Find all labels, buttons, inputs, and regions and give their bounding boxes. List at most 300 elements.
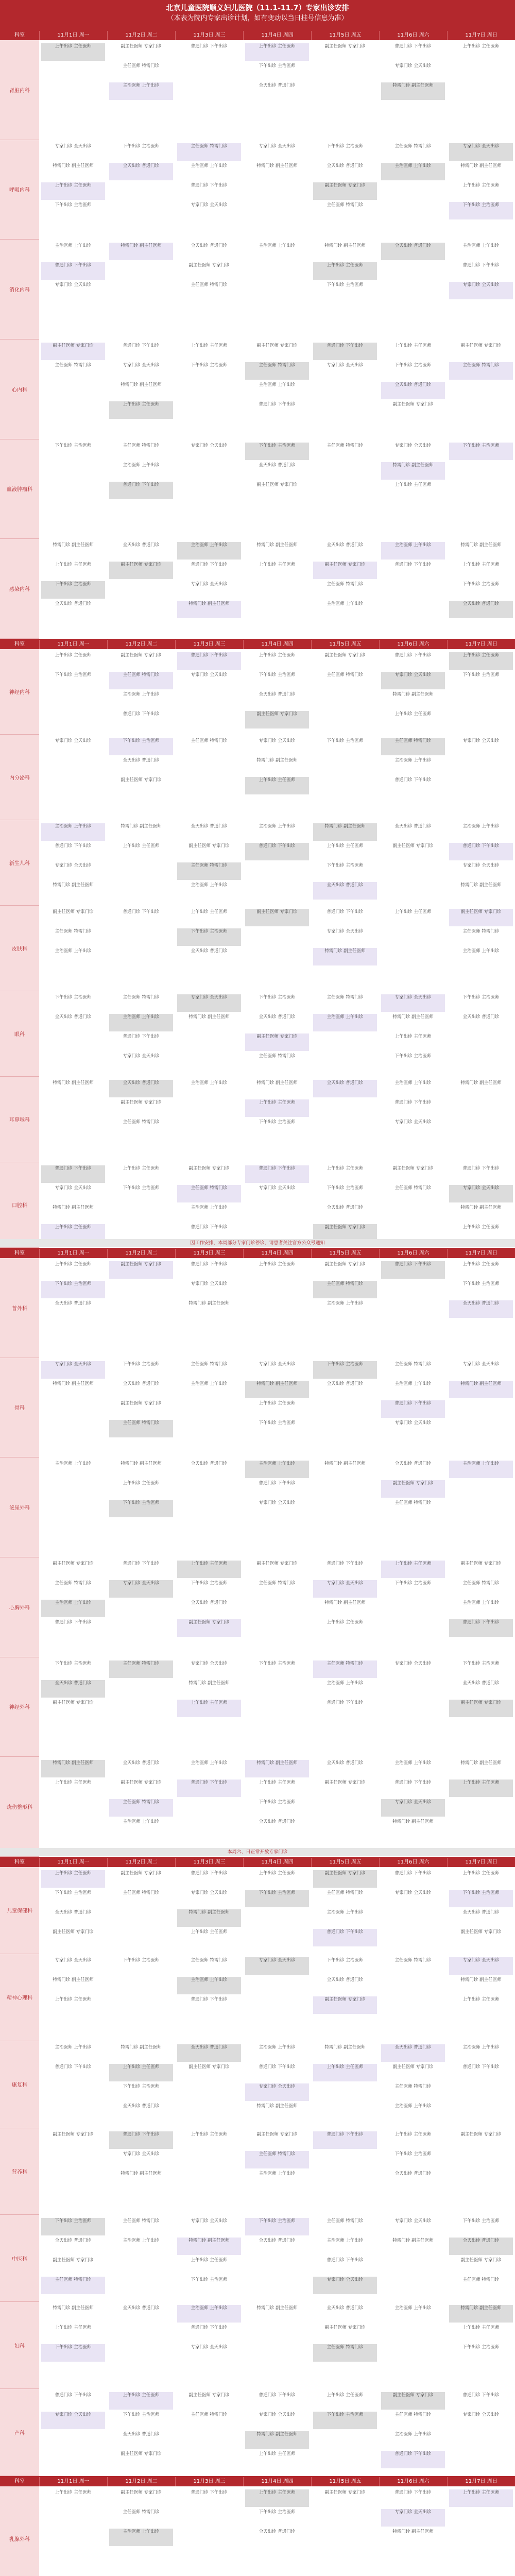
schedule-entry: 全天出诊 普通门诊 (449, 1300, 513, 1318)
schedule-entry: 上午出诊 主任医师 (462, 182, 500, 188)
schedule-entry: 上午出诊 主任医师 (313, 262, 377, 280)
schedule-entry: 副主任医师 专家门诊 (256, 343, 298, 348)
schedule-entry: 全天出诊 普通门诊 (462, 1680, 500, 1686)
schedule-entry: 普通门诊 下午出诊 (462, 263, 500, 268)
schedule-entry: 副主任医师 专家门诊 (188, 843, 230, 849)
schedule-entry: 上午出诊 主任医师 (109, 401, 173, 419)
schedule-entry: 全天出诊 普通门诊 (191, 824, 228, 829)
schedule-entry: 副主任医师 专家门诊 (188, 2393, 230, 2398)
schedule-entry: 特需门诊 副主任医师 (392, 692, 434, 697)
day-header: 11月4日 周四 (243, 2477, 311, 2486)
schedule-entry: 全天出诊 普通门诊 (259, 2238, 296, 2244)
page-subtitle: （本表为院内专家出诊计划，如有变动以当日挂号信息为准） (167, 14, 348, 22)
schedule-entry: 普通门诊 下午出诊 (259, 402, 296, 407)
schedule-entry: 副主任医师 专家门诊 (121, 653, 162, 658)
day-header: 11月1日 周一 (39, 2477, 107, 2486)
schedule-entry: 专家门诊 全天出诊 (191, 672, 228, 677)
day-header: 11月6日 周六 (379, 2477, 447, 2486)
schedule-entry: 普通门诊 下午出诊 (394, 1100, 432, 1105)
schedule-entry: 特需门诊 副主任医师 (460, 1760, 502, 1766)
schedule-entry: 专家门诊 全天出诊 (449, 143, 513, 161)
day-header: 11月7日 周日 (447, 640, 515, 649)
schedule-entry: 上午出诊 主任医师 (109, 2392, 173, 2410)
schedule-entry: 上午出诊 主任医师 (313, 2064, 377, 2081)
schedule-entry: 副主任医师 专家门诊 (121, 44, 162, 49)
schedule-entry: 主任医师 特需门诊 (394, 1957, 432, 1963)
day-header: 11月5日 周五 (311, 640, 379, 649)
schedule-entry: 普通门诊 下午出诊 (381, 2451, 445, 2468)
schedule-entry: 副主任医师 专家门诊 (392, 1166, 434, 1171)
schedule-entry: 全天出诊 普通门诊 (462, 1014, 500, 1020)
day-header: 科室 (14, 641, 25, 647)
schedule-entry: 上午出诊 主任医师 (259, 1400, 296, 1406)
schedule-entry: 全天出诊 普通门诊 (191, 243, 228, 249)
schedule-entry: 专家门诊 全天出诊 (55, 863, 92, 868)
schedule-entry: 专家门诊 全天出诊 (123, 2151, 160, 2157)
schedule-entry: 下午出诊 主治医师 (123, 1185, 160, 1191)
schedule-entry: 上午出诊 主任医师 (259, 1871, 296, 1876)
schedule-entry: 专家门诊 全天出诊 (394, 1660, 432, 1666)
schedule-entry: 上午出诊 主任医师 (259, 1780, 296, 1786)
schedule-entry: 下午出诊 主治医师 (259, 1420, 296, 1426)
schedule-entry: 主治医师 上午出诊 (327, 1910, 364, 1915)
schedule-entry: 副主任医师 专家门诊 (381, 2392, 445, 2410)
schedule-entry: 副主任医师 专家门诊 (53, 1561, 94, 1566)
schedule-entry: 副主任医师 专家门诊 (324, 653, 366, 658)
schedule-entry: 普通门诊 下午出诊 (191, 1225, 228, 1230)
schedule-entry: 普通门诊 下午出诊 (55, 843, 92, 849)
schedule-entry: 普通门诊 下午出诊 (191, 1996, 228, 2002)
schedule-entry: 下午出诊 主治医师 (259, 2510, 296, 2515)
schedule-entry: 特需门诊 副主任医师 (256, 2306, 298, 2311)
schedule-entry: 主治医师 上午出诊 (41, 823, 105, 841)
schedule-entry: 上午出诊 主任医师 (327, 843, 364, 849)
day-header: 11月5日 周五 (311, 2477, 379, 2486)
day-header: 11月1日 周一 (39, 640, 107, 649)
schedule-entry: 下午出诊 主治医师 (449, 443, 513, 460)
schedule-entry: 主治医师 上午出诊 (109, 2529, 173, 2546)
schedule-entry: 专家门诊 全天出诊 (449, 1957, 513, 1975)
schedule-entry: 普通门诊 下午出诊 (327, 1561, 364, 1566)
schedule-entry: 特需门诊 副主任医师 (53, 1080, 94, 1086)
schedule-entry: 主任医师 特需门诊 (394, 143, 432, 149)
schedule-entry: 特需门诊 副主任医师 (245, 1381, 309, 1398)
department-label: 口腔科 (0, 1162, 39, 1248)
schedule-entry: 主任医师 特需门诊 (259, 1581, 296, 1586)
schedule-entry: 主任医师 特需门诊 (449, 362, 513, 380)
schedule-entry: 主任医师 特需门诊 (123, 443, 160, 448)
schedule-entry: 上午出诊 主任医师 (462, 44, 500, 49)
day-header: 11月4日 周四 (243, 640, 311, 649)
schedule-entry: 普通门诊 下午出诊 (462, 2393, 500, 2398)
schedule-entry: 专家门诊 全天出诊 (191, 2218, 228, 2224)
day-header: 11月4日 周四 (243, 1249, 311, 1258)
day-header: 11月4日 周四 (243, 1858, 311, 1867)
schedule-entry: 全天出诊 普通门诊 (259, 1819, 296, 1825)
schedule-entry: 主任医师 特需门诊 (245, 2151, 309, 2168)
schedule-entry: 主任医师 特需门诊 (123, 2510, 160, 2515)
schedule-entry: 特需门诊 副主任医师 (392, 1014, 434, 1020)
schedule-entry: 上午出诊 主任医师 (394, 909, 432, 914)
department-label: 营养科 (0, 2128, 39, 2215)
schedule-entry: 上午出诊 主任医师 (55, 2325, 92, 2331)
schedule-entry: 全天出诊 普通门诊 (123, 2432, 160, 2437)
department-label: 产科 (0, 2389, 39, 2476)
schedule-entry: 上午出诊 主任医师 (259, 2451, 296, 2457)
schedule-entry: 普通门诊 下午出诊 (191, 2490, 228, 2495)
schedule-entry: 普通门诊 下午出诊 (191, 182, 228, 188)
schedule-entry: 主任医师 特需门诊 (394, 2412, 432, 2418)
schedule-entry: 主任医师 特需门诊 (55, 1581, 92, 1586)
schedule-entry: 上午出诊 主任医师 (394, 343, 432, 348)
department-label: 肾脏内科 (0, 40, 39, 140)
schedule-entry: 副主任医师 专家门诊 (324, 2490, 366, 2495)
department-label: 心内科 (0, 340, 39, 439)
schedule-entry: 特需门诊 副主任医师 (313, 823, 377, 841)
department-label: 眼科 (0, 991, 39, 1077)
schedule-entry: 全天出诊 普通门诊 (123, 2103, 160, 2109)
schedule-entry: 专家门诊 全天出诊 (381, 672, 445, 689)
schedule-entry: 特需门诊 副主任医师 (109, 243, 173, 260)
schedule-entry: 副主任医师 专家门诊 (381, 1480, 445, 1498)
day-header: 11月7日 周日 (447, 31, 515, 40)
schedule-entry: 上午出诊 主任医师 (327, 1620, 364, 1625)
schedule-entry: 上午出诊 主任医师 (55, 653, 92, 658)
schedule-entry: 副主任医师 专家门诊 (121, 1871, 162, 1876)
schedule-entry: 主治医师 上午出诊 (327, 2238, 364, 2244)
schedule-entry: 专家门诊 全天出诊 (259, 143, 296, 149)
schedule-entry: 主治医师 上午出诊 (259, 2044, 296, 2050)
schedule-entry: 专家门诊 全天出诊 (259, 2412, 296, 2418)
schedule-entry: 副主任医师 专家门诊 (177, 1619, 241, 1637)
schedule-entry: 下午出诊 主治医师 (259, 1120, 296, 1125)
schedule-entry: 副主任医师 专家门诊 (245, 1033, 309, 1051)
schedule-entry: 上午出诊 主任医师 (259, 1262, 296, 1267)
schedule-entry: 普通门诊 下午出诊 (394, 2490, 432, 2495)
schedule-entry: 全天出诊 普通门诊 (327, 1381, 364, 1386)
schedule-entry: 下午出诊 主治医师 (394, 1054, 432, 1059)
schedule-entry: 专家门诊 全天出诊 (394, 2218, 432, 2224)
schedule-entry: 主任医师 特需门诊 (123, 63, 160, 69)
schedule-entry: 上午出诊 主任医师 (55, 1262, 92, 1267)
schedule-entry: 副主任医师 专家门诊 (460, 1561, 502, 1566)
schedule-entry: 主治医师 上午出诊 (191, 163, 228, 168)
schedule-entry: 普通门诊 下午出诊 (245, 1165, 309, 1183)
schedule-entry: 普通门诊 下午出诊 (381, 1400, 445, 1418)
schedule-entry: 普通门诊 下午出诊 (55, 2064, 92, 2070)
schedule-entry: 普通门诊 下午出诊 (41, 262, 105, 280)
schedule-entry: 下午出诊 主治医师 (109, 738, 173, 755)
day-header: 科室 (14, 32, 25, 38)
schedule-entry: 下午出诊 主治医师 (462, 1660, 500, 1666)
schedule-entry: 普通门诊 下午出诊 (327, 2258, 364, 2263)
schedule-entry: 专家门诊 全天出诊 (191, 202, 228, 208)
schedule-entry: 主任医师 特需门诊 (55, 363, 92, 368)
schedule-entry: 主任医师 特需门诊 (191, 282, 228, 288)
day-header: 11月7日 周日 (447, 2477, 515, 2486)
schedule-entry: 普通门诊 下午出诊 (462, 1166, 500, 1171)
day-header-row (0, 1858, 515, 1867)
schedule-entry: 主治医师 上午出诊 (109, 1014, 173, 1031)
schedule-entry: 专家门诊 全天出诊 (191, 582, 228, 587)
schedule-entry: 主治医师 上午出诊 (394, 1080, 432, 1086)
schedule-entry: 上午出诊 主任医师 (55, 562, 92, 568)
schedule-entry: 特需门诊 副主任医师 (460, 543, 502, 548)
schedule-entry: 下午出诊 主治医师 (55, 1890, 92, 1895)
schedule-entry: 下午出诊 主治医师 (123, 1361, 160, 1367)
schedule-entry: 专家门诊 全天出诊 (191, 1890, 228, 1895)
schedule-entry: 上午出诊 主任医师 (55, 2490, 92, 2495)
schedule-entry: 全天出诊 普通门诊 (109, 163, 173, 180)
schedule-entry: 全天出诊 普通门诊 (123, 1381, 160, 1386)
schedule-entry: 主治医师 上午出诊 (259, 243, 296, 249)
schedule-entry: 副主任医师 专家门诊 (53, 909, 94, 914)
schedule-entry: 普通门诊 下午出诊 (55, 1620, 92, 1625)
schedule-entry: 主任医师 特需门诊 (462, 2277, 500, 2283)
day-header: 11月2日 周二 (107, 2477, 175, 2486)
schedule-entry: 主任医师 特需门诊 (327, 582, 364, 587)
schedule-entry: 上午出诊 主任医师 (449, 2489, 513, 2507)
schedule-entry: 下午出诊 主治医师 (462, 995, 500, 1000)
schedule-entry: 上午出诊 主任医师 (462, 562, 500, 568)
schedule-entry: 副主任医师 专家门诊 (313, 1996, 377, 2014)
schedule-entry: 特需门诊 副主任医师 (53, 2306, 94, 2311)
schedule-entry: 下午出诊 主治医师 (191, 363, 228, 368)
department-label: 普外科 (0, 1258, 39, 1358)
schedule-entry: 主任医师 特需门诊 (123, 1890, 160, 1895)
schedule-entry: 主治医师 上午出诊 (462, 948, 500, 954)
schedule-entry: 上午出诊 主任医师 (259, 562, 296, 568)
schedule-entry: 专家门诊 全天出诊 (259, 1185, 296, 1191)
schedule-entry: 普通门诊 下午出诊 (449, 1619, 513, 1637)
schedule-entry: 普通门诊 下午出诊 (123, 1034, 160, 1039)
schedule-entry: 全天出诊 普通门诊 (123, 2306, 160, 2311)
day-header: 11月7日 周日 (447, 1249, 515, 1258)
schedule-entry: 下午出诊 主治医师 (41, 1281, 105, 1298)
schedule-entry: 下午出诊 主治医师 (449, 202, 513, 219)
schedule-entry: 全天出诊 普通门诊 (381, 243, 445, 260)
schedule-entry: 副主任医师 专家门诊 (121, 1780, 162, 1786)
schedule-entry: 专家门诊 全天出诊 (55, 282, 92, 288)
schedule-entry: 主任医师 特需门诊 (462, 1581, 500, 1586)
schedule-entry: 主任医师 特需门诊 (177, 862, 241, 880)
schedule-entry: 主任医师 特需门诊 (109, 672, 173, 689)
schedule-entry: 全天出诊 普通门诊 (109, 1080, 173, 1097)
schedule-entry: 下午出诊 主治医师 (259, 672, 296, 677)
schedule-entry: 普通门诊 下午出诊 (191, 1262, 228, 1267)
schedule-entry: 普通门诊 下午出诊 (327, 909, 364, 914)
schedule-entry: 特需门诊 副主任医师 (53, 1977, 94, 1982)
day-header: 11月2日 周二 (107, 1249, 175, 1258)
schedule-entry: 主任医师 特需门诊 (177, 1185, 241, 1202)
schedule-entry: 专家门诊 全天出诊 (55, 738, 92, 743)
schedule-entry: 全天出诊 普通门诊 (259, 462, 296, 468)
schedule-entry: 主任医师 特需门诊 (327, 672, 364, 677)
schedule-entry: 副主任医师 专家门诊 (256, 2131, 298, 2137)
schedule-entry: 专家门诊 全天出诊 (449, 1185, 513, 1202)
schedule-entry: 特需门诊 副主任医师 (245, 1760, 309, 1777)
schedule-entry: 主治医师 上午出诊 (191, 1381, 228, 1386)
schedule-entry: 专家门诊 全天出诊 (381, 1799, 445, 1817)
schedule-entry: 全天出诊 普通门诊 (313, 882, 377, 900)
schedule-entry: 主治医师 上午出诊 (123, 1819, 160, 1825)
schedule-entry: 全天出诊 普通门诊 (259, 2529, 296, 2534)
schedule-entry: 副主任医师 专家门诊 (53, 1929, 94, 1935)
schedule-entry: 上午出诊 主任医师 (41, 1870, 105, 1888)
schedule-entry: 专家门诊 全天出诊 (462, 863, 500, 868)
schedule-entry: 主治医师 上午出诊 (313, 1014, 377, 1031)
schedule-entry: 全天出诊 普通门诊 (394, 2171, 432, 2176)
department-label: 泌尿外科 (0, 1458, 39, 1557)
department-label: 感染内科 (0, 539, 39, 639)
schedule-entry: 主治医师 上午出诊 (123, 462, 160, 468)
schedule-entry: 特需门诊 副主任医师 (460, 1977, 502, 1982)
day-header: 科室 (14, 2479, 25, 2484)
day-header: 11月3日 周三 (175, 1249, 243, 1258)
schedule-entry: 上午出诊 主任医师 (177, 1700, 241, 1717)
schedule-entry: 主任医师 特需门诊 (191, 1361, 228, 1367)
schedule-entry: 主治医师 上午出诊 (394, 1760, 432, 1766)
schedule-entry: 特需门诊 副主任医师 (53, 883, 94, 888)
schedule-entry: 主治医师 上午出诊 (123, 692, 160, 697)
schedule-entry: 普通门诊 下午出诊 (41, 1165, 105, 1183)
schedule-entry: 上午出诊 主任医师 (394, 1034, 432, 1039)
schedule-entry: 特需门诊 副主任医师 (177, 1909, 241, 1927)
schedule-entry: 普通门诊 下午出诊 (313, 343, 377, 360)
schedule-entry: 下午出诊 主治医师 (55, 672, 92, 677)
schedule-entry: 全天出诊 普通门诊 (123, 758, 160, 763)
department-label: 精神心理科 (0, 1954, 39, 2041)
schedule-entry: 副主任医师 专家门诊 (245, 909, 309, 926)
schedule-entry: 下午出诊 主治医师 (123, 2083, 160, 2089)
schedule-entry: 普通门诊 下午出诊 (191, 1871, 228, 1876)
schedule-entry: 下午出诊 主治医师 (327, 143, 364, 149)
schedule-entry: 特需门诊 副主任医师 (188, 1301, 230, 1306)
schedule-entry: 下午出诊 主治医师 (259, 63, 296, 69)
schedule-entry: 副主任医师 专家门诊 (460, 1929, 502, 1935)
day-header: 11月5日 周五 (311, 1249, 379, 1258)
department-label: 耳鼻喉科 (0, 1077, 39, 1162)
schedule-entry: 普通门诊 下午出诊 (191, 562, 228, 568)
schedule-entry: 上午出诊 主任医师 (123, 1166, 160, 1171)
schedule-entry: 上午出诊 主任医师 (245, 43, 309, 61)
schedule-entry: 特需门诊 副主任医师 (53, 1381, 94, 1386)
schedule-entry: 全天出诊 普通门诊 (462, 1910, 500, 1915)
schedule-section (0, 1858, 515, 2477)
schedule-entry: 全天出诊 普通门诊 (55, 1014, 92, 1020)
schedule-entry: 主任医师 特需门诊 (313, 1660, 377, 1678)
schedule-entry: 全天出诊 普通门诊 (394, 824, 432, 829)
schedule-entry: 上午出诊 主任医师 (245, 2489, 309, 2507)
schedule-entry: 全天出诊 普通门诊 (55, 2238, 92, 2244)
schedule-entry: 主治医师 上午出诊 (55, 1461, 92, 1467)
schedule-entry: 下午出诊 主治医师 (327, 1185, 364, 1191)
schedule-entry: 普通门诊 下午出诊 (394, 1780, 432, 1786)
schedule-entry: 副主任医师 专家门诊 (188, 2064, 230, 2070)
department-label: 骨科 (0, 1358, 39, 1458)
schedule-entry: 副主任医师 专家门诊 (392, 402, 434, 407)
schedule-entry: 全天出诊 普通门诊 (55, 1910, 92, 1915)
schedule-entry: 普通门诊 下午出诊 (259, 1481, 296, 1486)
schedule-entry: 上午出诊 主任医师 (394, 711, 432, 717)
schedule-entry: 主治医师 上午出诊 (55, 243, 92, 249)
schedule-entry: 特需门诊 副主任医师 (324, 1461, 366, 1467)
schedule-entry: 主治医师 上午出诊 (191, 1760, 228, 1766)
schedule-entry: 特需门诊 副主任医师 (449, 2305, 513, 2323)
schedule-entry: 下午出诊 主治医师 (462, 672, 500, 677)
schedule-entry: 下午出诊 主治医师 (313, 1361, 377, 1379)
schedule-entry: 上午出诊 主任医师 (55, 1996, 92, 2002)
schedule-entry: 主治医师 上午出诊 (449, 1461, 513, 1478)
schedule-entry: 副主任医师 专家门诊 (256, 482, 298, 487)
schedule-entry: 全天出诊 普通门诊 (259, 692, 296, 697)
schedule-entry: 普通门诊 下午出诊 (123, 711, 160, 717)
schedule-entry: 主任医师 特需门诊 (177, 143, 241, 161)
schedule-entry: 下午出诊 主治医师 (449, 1890, 513, 1907)
schedule-entry: 副主任医师 专家门诊 (313, 182, 377, 200)
schedule-entry: 全天出诊 普通门诊 (327, 1760, 364, 1766)
schedule-entry: 副主任医师 专家门诊 (460, 343, 502, 348)
schedule-entry: 主治医师 上午出诊 (462, 824, 500, 829)
schedule-entry: 普通门诊 下午出诊 (177, 1780, 241, 1797)
department-label: 呼吸内科 (0, 140, 39, 240)
schedule-entry: 下午出诊 主治医师 (462, 2218, 500, 2224)
department-label: 神经外科 (0, 1657, 39, 1757)
schedule-entry: 上午出诊 主任医师 (245, 1099, 309, 1117)
schedule-entry: 上午出诊 主任医师 (462, 1996, 500, 2002)
department-label: 烧伤整形科 (0, 1757, 39, 1857)
schedule-entry: 特需门诊 副主任医师 (256, 543, 298, 548)
schedule-entry: 专家门诊 全天出诊 (123, 363, 160, 368)
schedule-entry: 主治医师 上午出诊 (327, 601, 364, 607)
schedule-entry: 上午出诊 主任医师 (191, 1929, 228, 1935)
schedule-entry: 下午出诊 主治医师 (245, 2218, 309, 2235)
schedule-entry: 主任医师 特需门诊 (259, 1054, 296, 1059)
day-header: 11月1日 周一 (39, 31, 107, 40)
day-header: 11月1日 周一 (39, 1858, 107, 1867)
day-header: 11月3日 周三 (175, 31, 243, 40)
schedule-entry: 主治医师 上午出诊 (327, 1680, 364, 1686)
schedule-entry: 普通门诊 下午出诊 (191, 44, 228, 49)
schedule-entry: 上午出诊 主任医师 (177, 1561, 241, 1578)
schedule-entry: 全天出诊 普通门诊 (327, 2306, 364, 2311)
schedule-entry: 主治医师 上午出诊 (177, 1977, 241, 1994)
schedule-notice: 因工作安排，本周部分专家门诊停诊，请患者关注官方公众号通知 (0, 1239, 515, 1247)
schedule-entry: 特需门诊 副主任医师 (121, 1461, 162, 1467)
schedule-entry: 主任医师 特需门诊 (191, 1957, 228, 1963)
schedule-entry: 副主任医师 专家门诊 (53, 2258, 94, 2263)
schedule-entry: 上午出诊 主任医师 (327, 1166, 364, 1171)
schedule-entry: 上午出诊 主任医师 (381, 1561, 445, 1578)
schedule-entry: 专家门诊 全天出诊 (381, 994, 445, 1012)
schedule-entry: 下午出诊 主治医师 (313, 2412, 377, 2429)
day-header: 11月1日 周一 (39, 1249, 107, 1258)
schedule-entry: 特需门诊 副主任医师 (41, 1760, 105, 1777)
schedule-entry: 全天出诊 普通门诊 (327, 163, 364, 168)
schedule-entry: 主治医师 上午出诊 (394, 2306, 432, 2311)
schedule-entry: 专家门诊 全天出诊 (191, 443, 228, 448)
schedule-entry: 上午出诊 主任医师 (191, 343, 228, 348)
schedule-entry: 专家门诊 全天出诊 (449, 282, 513, 299)
schedule-entry: 上午出诊 主任医师 (109, 2064, 173, 2081)
schedule-entry: 专家门诊 全天出诊 (327, 929, 364, 934)
schedule-entry: 专家门诊 全天出诊 (55, 1957, 92, 1963)
schedule-entry: 主任医师 特需门诊 (41, 2277, 105, 2294)
schedule-entry: 下午出诊 主治医师 (177, 928, 241, 946)
schedule-entry: 主治医师 上午出诊 (381, 163, 445, 180)
schedule-entry: 主治医师 上午出诊 (327, 1301, 364, 1306)
schedule-entry: 主任医师 特需门诊 (313, 2344, 377, 2362)
